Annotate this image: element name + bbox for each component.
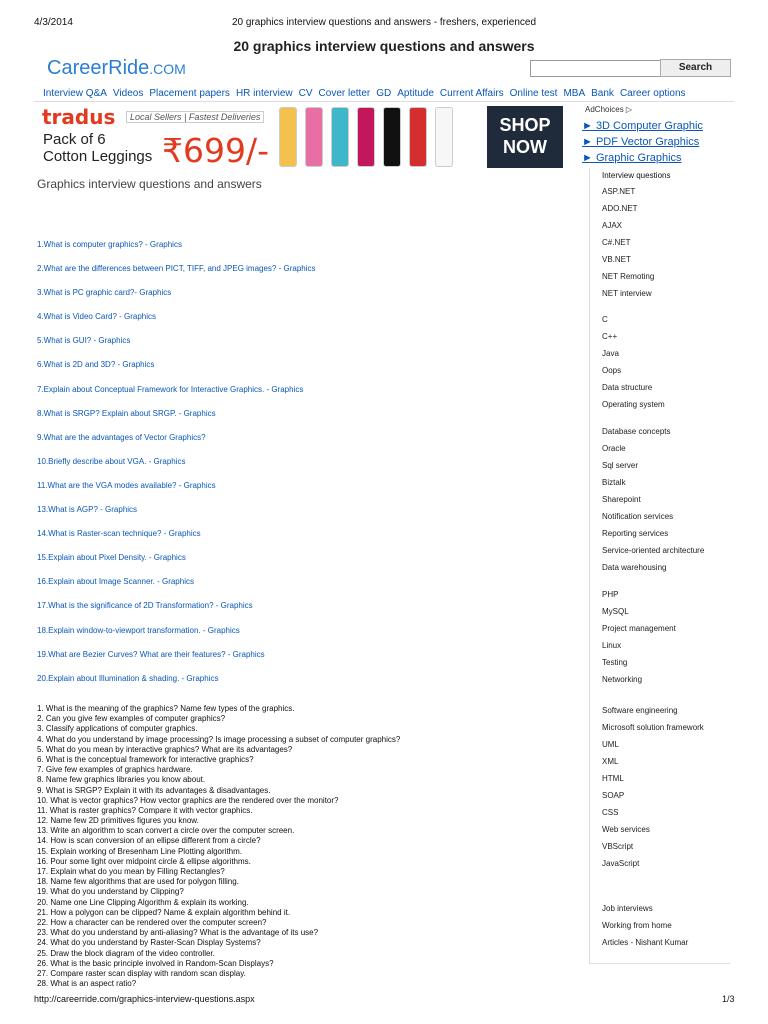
list-item: 13. Write an algorithm to scan convert a circle over the computer screen. (37, 826, 295, 836)
list-item: 17. Explain what do you mean by Filling Rectangles? (37, 867, 225, 876)
question-links (37, 240, 557, 698)
nav-item[interactable]: Placement papers (149, 88, 230, 99)
nav-item[interactable]: GD (376, 88, 392, 99)
question-link[interactable]: 6.What is 2D and 3D? - Graphics (37, 360, 155, 370)
sidebar-link[interactable]: ASP.NET (602, 187, 636, 196)
list-item: 7. Give few examples of graphics hardware. (37, 765, 193, 775)
ad-price: ₹699/- (162, 131, 270, 168)
legging-swatch (331, 107, 349, 167)
footer-page-number: 1/3 (722, 994, 735, 1004)
ad-shop-now-button[interactable] (487, 106, 563, 168)
sidebar-link[interactable]: NET interview (602, 289, 652, 298)
sidebar-link[interactable]: NET Remoting (602, 272, 655, 281)
ad-line2: Cotton Leggings (43, 148, 153, 165)
sidebar-link[interactable]: Notification services (602, 512, 674, 521)
sidebar-link[interactable]: Job interviews (602, 904, 653, 913)
sidebar-link[interactable]: C#.NET (602, 238, 631, 247)
print-title: 20 graphics interview questions and answers - freshers, experienced (231, 17, 537, 28)
list-item: 6. What is the conceptual framework for interactive graphics? (37, 754, 254, 764)
nav-item[interactable]: Cover letter (318, 88, 371, 99)
nav-item[interactable]: Aptitude (397, 88, 434, 99)
sidebar-link[interactable]: Sql server (602, 461, 639, 470)
legging-swatch (383, 107, 401, 167)
nav-item[interactable]: Bank (591, 88, 614, 99)
question-link[interactable]: 2.What are the differences between PICT, TIFF, and JPEG images? - Graphics (37, 264, 316, 274)
question-link[interactable]: 15.Explain about Pixel Density. - Graphics (37, 553, 186, 563)
question-link[interactable]: 19.What are Bezier Curves? What are their features? - Graphics (37, 649, 265, 659)
sidebar-link[interactable]: Microsoft solution framework (602, 723, 704, 732)
question-list (37, 704, 567, 989)
sidebar-link[interactable]: Database concepts (602, 427, 671, 436)
list-item: 15. Explain working of Bresenham Line Plotting algorithm. (37, 846, 242, 856)
question-link[interactable]: 11.What are the VGA modes available? - Graphics (37, 480, 216, 490)
list-item: 18. Name few algorithms that are used for polygon filling. (37, 877, 239, 887)
nav-item[interactable]: MBA (563, 88, 586, 99)
search-input[interactable] (530, 60, 662, 77)
nav-item[interactable]: CV (298, 88, 313, 99)
sidebar-link[interactable]: Working from home (602, 921, 672, 930)
list-item: 27. Compare raster scan display with random scan display. (37, 968, 246, 978)
search-button[interactable]: Search (660, 59, 731, 77)
ad-cta-line1: SHOP (499, 115, 551, 135)
question-link[interactable]: 13.What is AGP? - Graphics (37, 505, 138, 515)
question-link[interactable]: 7.Explain about Conceptual Framework for Interactive Graphics. - Graphics (37, 384, 304, 394)
logo-suffix: .COM (149, 61, 186, 77)
print-date: 4/3/2014 (34, 17, 73, 28)
sidebar-link[interactable]: Data structure (602, 383, 653, 392)
sidebar-link[interactable]: Networking (602, 675, 643, 684)
question-link[interactable]: 1.What is computer graphics? - Graphics (37, 240, 182, 249)
question-link[interactable]: 9.What are the advantages of Vector Graphics? (37, 432, 206, 442)
ad-link-3d-computer-graphic[interactable]: ► 3D Computer Graphic (582, 120, 703, 132)
logo-main: CareerRide (47, 57, 150, 79)
list-item: 20. Name one Line Clipping Algorithm & explain its working. (37, 897, 249, 907)
sidebar-heading: Interview questions (602, 171, 671, 180)
question-link[interactable]: 20.Explain about Illumination & shading. - Graphics (37, 673, 219, 683)
ad-tagline: Local Sellers | Fastest Deliveries (126, 111, 264, 123)
footer-url: http://careerride.com/graphics-interview-questions.aspx (34, 994, 255, 1004)
sidebar-link[interactable]: MySQL (602, 607, 629, 616)
sidebar-link[interactable]: VBScript (602, 842, 634, 851)
question-link[interactable]: 16.Explain about Image Scanner. - Graphics (37, 577, 194, 587)
sidebar-link[interactable]: C++ (602, 332, 618, 341)
ad-brand: tradus (42, 105, 116, 129)
sidebar-link[interactable]: JavaScript (602, 859, 640, 868)
question-link[interactable]: 17.What is the significance of 2D Transformation? - Graphics (37, 601, 253, 611)
sidebar-link[interactable]: C (602, 315, 608, 324)
legging-swatch (435, 107, 453, 167)
sidebar-link[interactable]: PHP (602, 590, 619, 599)
legging-swatch (305, 107, 323, 167)
question-link[interactable]: 4.What is Video Card? - Graphics (37, 312, 157, 322)
legging-swatch (357, 107, 375, 167)
question-link[interactable]: 14.What is Raster-scan technique? - Graphics (37, 529, 201, 539)
sidebar-link[interactable]: SOAP (602, 791, 625, 800)
list-item: 8. Name few graphics libraries you know about. (37, 775, 206, 785)
list-item: 25. Draw the block diagram of the video controller. (37, 948, 215, 958)
sidebar-link[interactable]: VB.NET (602, 255, 631, 264)
sidebar-link[interactable]: Operating system (602, 400, 665, 409)
ad-link-pdf-vector-graphics[interactable]: ► PDF Vector Graphics (582, 136, 700, 148)
list-item: 16. Pour some light over midpoint circle & ellipse algorithms. (37, 856, 251, 866)
ad-banner[interactable] (34, 103, 564, 168)
list-item: 24. What do you understand by Raster-Scan Display Systems? (37, 938, 261, 948)
list-item: 4. What do you understand by image processing? Is image processing a subset of computer graphics? (37, 734, 401, 744)
list-item: 10. What is vector graphics? How vector graphics are the rendered over the monitor? (37, 795, 339, 805)
legging-swatch (279, 107, 297, 167)
sidebar-link[interactable]: Data warehousing (602, 563, 667, 572)
ad-link-graphic-graphics[interactable]: ► Graphic Graphics (582, 152, 682, 164)
list-item: 23. What do you understand by anti-aliasing? What is the advantage of its use? (37, 928, 319, 938)
nav-item[interactable]: Online test (509, 88, 558, 99)
question-link[interactable]: 8.What is SRGP? Explain about SRGP. - Graphics (37, 408, 216, 418)
sidebar-link[interactable]: HTML (602, 774, 624, 783)
list-item: 12. Name few 2D primitives figures you know. (37, 816, 199, 826)
sidebar-link[interactable]: Biztalk (602, 478, 626, 487)
careerride-logo[interactable] (47, 57, 186, 80)
sidebar-link[interactable]: Software engineering (602, 706, 678, 715)
adchoices-icon[interactable]: AdChoices ▷ (585, 105, 633, 114)
sidebar-link[interactable]: Oracle (602, 444, 626, 453)
sidebar-link[interactable]: Linux (602, 641, 622, 650)
list-item: 28. What is an aspect ratio? (37, 979, 137, 989)
list-item: 1. What is the meaning of the graphics? Name few types of the graphics. (37, 704, 295, 713)
question-link[interactable]: 5.What is GUI? - Graphics (37, 336, 131, 346)
sidebar-link[interactable]: ADO.NET (602, 204, 638, 213)
list-item: 19. What do you understand by Clipping? (37, 887, 184, 897)
question-link[interactable]: 10.Briefly describe about VGA. - Graphics (37, 456, 186, 466)
list-item: 22. How a character can be rendered over the computer screen? (37, 917, 267, 927)
list-item: 5. What do you mean by interactive graphics? What are its advantages? (37, 744, 293, 754)
list-item: 14. How is scan conversion of an ellipse different from a circle? (37, 836, 261, 846)
sidebar-link[interactable]: Web services (602, 825, 650, 834)
sidebar-link[interactable]: CSS (602, 808, 619, 817)
nav-divider (34, 101, 734, 102)
sidebar (589, 168, 730, 964)
sidebar-link[interactable]: Service-oriented architecture (602, 546, 705, 555)
list-item: 21. How a polygon can be clipped? Name & explain algorithm behind it. (37, 907, 291, 917)
nav-item[interactable]: Interview Q&A (43, 88, 107, 99)
list-item: 11. What is raster graphics? Compare it with vector graphics. (37, 805, 253, 815)
list-item: 3. Classify applications of computer graphics. (37, 724, 198, 734)
sidebar-link[interactable]: XML (602, 757, 619, 766)
nav-item[interactable]: Current Affairs (439, 88, 504, 99)
sidebar-link[interactable]: Testing (602, 658, 628, 667)
sidebar-link[interactable]: Project management (602, 624, 676, 633)
sidebar-link[interactable]: AJAX (602, 221, 623, 230)
ad-line1: Pack of 6 (43, 131, 106, 148)
main-nav (43, 88, 743, 99)
sidebar-link[interactable]: Reporting services (602, 529, 669, 538)
page-title: 20 graphics interview questions and answers (233, 38, 535, 54)
list-item: 9. What is SRGP? Explain it with its advantages & disadvantages. (37, 785, 271, 795)
section-title: Graphics interview questions and answers (37, 177, 262, 191)
legging-swatch (409, 107, 427, 167)
nav-item[interactable]: Career options (619, 88, 686, 99)
nav-item[interactable]: Videos (112, 88, 144, 99)
list-item: 26. What is the basic principle involved in Random-Scan Displays? (37, 958, 274, 968)
nav-item[interactable]: HR interview (235, 88, 293, 99)
sidebar-link[interactable]: UML (602, 740, 619, 749)
question-link[interactable]: 18.Explain window-to-viewport transformation. - Graphics (37, 625, 240, 635)
sidebar-link[interactable]: Java (602, 349, 619, 358)
list-item: 2. Can you give few examples of computer graphics? (37, 714, 226, 724)
sidebar-link[interactable]: Articles - Nishant Kumar (602, 938, 689, 947)
question-link[interactable]: 3.What is PC graphic card?- Graphics (37, 288, 172, 298)
sidebar-link[interactable]: Oops (602, 366, 622, 375)
ad-cta-line2: NOW (503, 137, 547, 157)
sidebar-link[interactable]: Sharepoint (602, 495, 641, 504)
